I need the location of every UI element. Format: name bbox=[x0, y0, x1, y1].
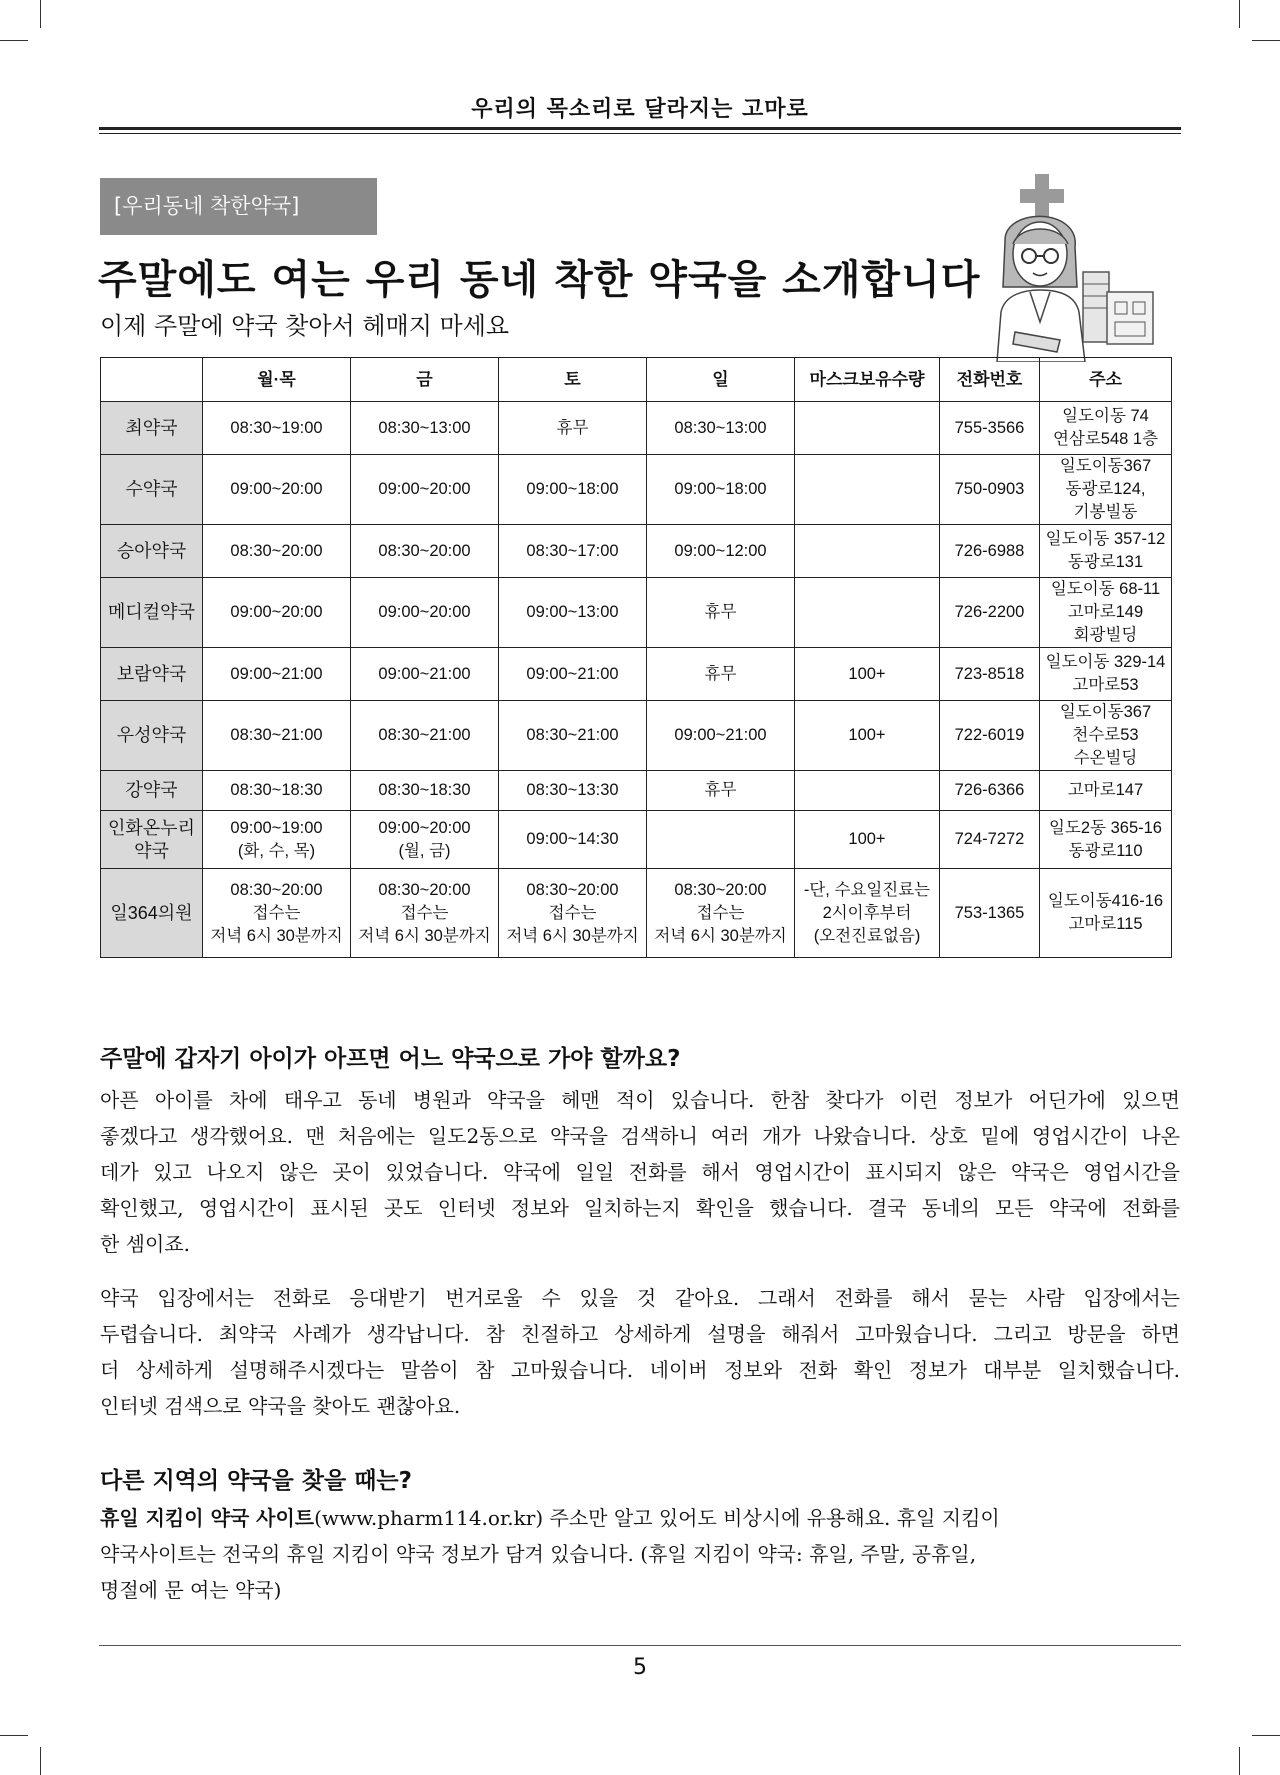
paragraph-line: 두렵습니다. 최약국 사례가 생각납니다. 참 친절하고 상세하게 설명을 해줘서 고마웠습니다. 그리고 방문을 하면 bbox=[100, 1322, 1180, 1346]
cell-line: 강약국 bbox=[125, 780, 178, 800]
cell-address bbox=[1040, 771, 1172, 811]
cell-address bbox=[1040, 701, 1172, 771]
header-rule bbox=[99, 127, 1181, 130]
cell-line: 일도이동 357-12 bbox=[1045, 530, 1166, 548]
crop-mark bbox=[40, 0, 41, 28]
paragraph-line: 확인했고, 영업시간이 표시된 곳도 인터넷 정보와 일치하는지 확인을 했습니다. 결국 동네의 모든 약국에 전화를 bbox=[100, 1196, 1180, 1220]
section2-line-3: 명절에 문 여는 약국) bbox=[100, 1578, 282, 1602]
cell-line: 100+ bbox=[848, 664, 886, 683]
cell-fri bbox=[351, 455, 499, 525]
cell-line: (월, 금) bbox=[398, 841, 451, 860]
cell-line: 고마로149 bbox=[1067, 603, 1144, 621]
cell-line: 저녁 6시 30분까지 bbox=[358, 926, 491, 945]
cell-line: 접수는 bbox=[696, 903, 745, 922]
header-rule-thin bbox=[99, 133, 1181, 134]
crop-mark bbox=[0, 1735, 28, 1736]
paragraph-line: 좋겠다고 생각했어요. 맨 처음에는 일도2동으로 약국을 검색하니 여러 개가 나왔습니다. 상호 밑에 영업시간이 나온 bbox=[100, 1124, 1180, 1148]
cell-line: 08:30~13:30 bbox=[526, 781, 619, 799]
cell-line: 08:30~18:30 bbox=[230, 781, 323, 799]
cell-name bbox=[101, 771, 203, 811]
cell-mon-thu bbox=[203, 869, 351, 958]
table-row bbox=[101, 869, 1172, 958]
cell-line: 접수는 bbox=[400, 903, 449, 922]
table-header-mask: 마스크보유수량 bbox=[795, 358, 940, 402]
cell-line: 수약국 bbox=[125, 479, 178, 499]
section-tag: [우리동네 착한약국] bbox=[100, 178, 377, 235]
cell-line: 08:30~20:00 bbox=[378, 880, 471, 899]
cell-mask bbox=[795, 869, 940, 958]
table-row bbox=[101, 455, 1172, 525]
table-header-fri: 금 bbox=[351, 358, 499, 402]
table-header-sun: 일 bbox=[647, 358, 795, 402]
cell-line: 09:00~18:00 bbox=[674, 480, 767, 498]
medical-cross-icon bbox=[1020, 174, 1064, 218]
pharmacist-illustration-icon bbox=[975, 172, 1175, 362]
cell-line: 인화온누리 bbox=[108, 817, 195, 838]
cell-mask bbox=[795, 525, 940, 578]
cell-mask bbox=[795, 648, 940, 701]
cell-line: 100+ bbox=[848, 830, 886, 848]
cell-fri bbox=[351, 811, 499, 869]
table-row bbox=[101, 525, 1172, 578]
cell-line: 연삼로548 1층 bbox=[1052, 430, 1159, 448]
cell-line: 08:30~13:00 bbox=[674, 418, 767, 437]
cell-line: 09:00~21:00 bbox=[526, 664, 619, 683]
cell-line: 09:00~20:00 bbox=[230, 480, 323, 498]
cell-name bbox=[101, 701, 203, 771]
pharmacy-site-name: 휴일 지킴이 약국 사이트 bbox=[100, 1506, 315, 1530]
table-header-sat: 토 bbox=[499, 358, 647, 402]
cell-fri bbox=[351, 525, 499, 578]
cell-sun bbox=[647, 811, 795, 869]
cell-line: 08:30~17:00 bbox=[526, 541, 619, 560]
cell-fri bbox=[351, 771, 499, 811]
cell-name bbox=[101, 525, 203, 578]
cell-line: 동광로110 bbox=[1068, 841, 1143, 860]
cell-name bbox=[101, 578, 203, 648]
cell-line: 저녁 6시 30분까지 bbox=[506, 926, 639, 945]
table-header-corner bbox=[101, 358, 203, 402]
cell-line: 접수는 bbox=[252, 903, 301, 922]
table-row bbox=[101, 701, 1172, 771]
cell-name bbox=[101, 402, 203, 455]
cell-line: 저녁 6시 30분까지 bbox=[210, 926, 343, 945]
subheadline: 이제 주말에 약국 찾아서 헤매지 마세요 bbox=[100, 312, 510, 340]
headline: 주말에도 여는 우리 동네 착한 약국을 소개합니다 bbox=[98, 257, 981, 303]
cell-line: 09:00~21:00 bbox=[674, 726, 767, 744]
cell-line: 09:00~20:00 bbox=[378, 480, 471, 498]
pharmacy-site-text: (www.pharm114.or.kr) 주소만 알고 있어도 비상시에 유용해요. 휴일 지킴이 bbox=[314, 1506, 1000, 1530]
cell-address bbox=[1040, 525, 1172, 578]
cell-phone: 755-3566 bbox=[940, 402, 1040, 455]
cell-line: 일도이동416-16 bbox=[1047, 892, 1164, 910]
page-number: 5 bbox=[633, 1655, 647, 1680]
cell-line: 일도이동 329-14 bbox=[1045, 653, 1166, 671]
table-header-address: 주소 bbox=[1040, 358, 1172, 402]
cell-mask bbox=[795, 701, 940, 771]
cell-phone: 726-2200 bbox=[940, 578, 1040, 648]
crop-mark bbox=[0, 40, 28, 41]
cell-fri bbox=[351, 648, 499, 701]
table-header-phone: 전화번호 bbox=[940, 358, 1040, 402]
cell-line: 09:00~14:30 bbox=[526, 830, 619, 848]
cell-line: 08:30~20:00 bbox=[230, 541, 323, 560]
cell-sat bbox=[499, 869, 647, 958]
cell-address bbox=[1040, 648, 1172, 701]
cell-sat bbox=[499, 525, 647, 578]
cell-phone: 726-6366 bbox=[940, 771, 1040, 811]
cell-line: 09:00~20:00 bbox=[230, 603, 323, 621]
cell-address bbox=[1040, 578, 1172, 648]
cell-line: 천수로53 bbox=[1072, 726, 1139, 744]
cell-line: 08:30~21:00 bbox=[378, 726, 471, 744]
cell-line: 09:00~20:00 bbox=[378, 818, 471, 837]
table-row bbox=[101, 648, 1172, 701]
cell-line: 08:30~20:00 bbox=[526, 880, 619, 899]
cell-mask bbox=[795, 578, 940, 648]
cell-sat bbox=[499, 701, 647, 771]
cell-line: 2시이후부터 bbox=[822, 903, 912, 922]
cell-mon-thu bbox=[203, 811, 351, 869]
cell-name bbox=[101, 869, 203, 958]
cell-phone: 750-0903 bbox=[940, 455, 1040, 525]
table-body bbox=[101, 402, 1172, 958]
cell-line: 수온빌딩 bbox=[1073, 749, 1138, 767]
section1-paragraph-2 bbox=[100, 1280, 1180, 1424]
cell-sun bbox=[647, 869, 795, 958]
cell-line: 회광빌딩 bbox=[1073, 626, 1138, 644]
table-row bbox=[101, 578, 1172, 648]
cell-line: 08:30~13:00 bbox=[378, 418, 471, 437]
cell-line: 보람약국 bbox=[116, 663, 187, 684]
cell-line: (화, 수, 목) bbox=[237, 841, 316, 860]
crop-mark bbox=[1239, 0, 1240, 28]
cell-phone: 723-8518 bbox=[940, 648, 1040, 701]
cell-name bbox=[101, 648, 203, 701]
cell-line: 09:00~20:00 bbox=[378, 603, 471, 621]
cell-line: 08:30~21:00 bbox=[230, 726, 323, 744]
cell-mask bbox=[795, 811, 940, 869]
cell-line: 09:00~21:00 bbox=[230, 664, 323, 683]
cell-fri bbox=[351, 578, 499, 648]
cell-line: 동광로131 bbox=[1067, 553, 1144, 571]
cell-line: 휴무 bbox=[556, 418, 589, 437]
cell-sun bbox=[647, 771, 795, 811]
cell-line: (오전진료없음) bbox=[813, 926, 921, 945]
cell-mon-thu bbox=[203, 455, 351, 525]
cell-fri bbox=[351, 869, 499, 958]
cell-line: 08:30~20:00 bbox=[230, 880, 323, 899]
table-header-mon-thu: 월·목 bbox=[203, 358, 351, 402]
paragraph-line: 약국 입장에서는 전화로 응대받기 번거로울 수 있을 것 같아요. 그래서 전화를 해서 묻는 사람 입장에서는 bbox=[100, 1286, 1180, 1310]
cell-line: 일364의원 bbox=[110, 902, 193, 923]
cell-line: 08:30~21:00 bbox=[526, 726, 619, 744]
cell-mask bbox=[795, 455, 940, 525]
cell-sun bbox=[647, 578, 795, 648]
cell-line: 접수는 bbox=[548, 903, 597, 922]
table-row bbox=[101, 771, 1172, 811]
cell-line: 09:00~21:00 bbox=[378, 664, 471, 683]
cell-mon-thu bbox=[203, 525, 351, 578]
table-row bbox=[101, 811, 1172, 869]
cell-sat bbox=[499, 648, 647, 701]
cell-line: 08:30~20:00 bbox=[378, 541, 471, 560]
cell-mon-thu bbox=[203, 402, 351, 455]
cell-line: 저녁 6시 30분까지 bbox=[654, 926, 787, 945]
cell-sun bbox=[647, 525, 795, 578]
cell-line: 09:00~13:00 bbox=[526, 603, 619, 621]
cell-line: 09:00~19:00 bbox=[230, 818, 323, 837]
cell-sat bbox=[499, 578, 647, 648]
cell-address bbox=[1040, 869, 1172, 958]
crop-mark bbox=[1252, 40, 1280, 41]
paragraph-line: 인터넷 검색으로 약국을 찾아도 괜찮아요. bbox=[100, 1394, 461, 1418]
cell-fri bbox=[351, 402, 499, 455]
footer-rule bbox=[99, 1645, 1181, 1646]
table-row bbox=[101, 402, 1172, 455]
cell-line: 휴무 bbox=[704, 781, 737, 799]
cell-line: 약국 bbox=[134, 840, 169, 861]
paragraph-line: 데가 있고 나오지 않은 곳이 있었습니다. 약국에 일일 전화를 해서 영업시간이 표시되지 않은 약국은 영업시간을 bbox=[100, 1160, 1180, 1184]
cell-fri bbox=[351, 701, 499, 771]
cell-line: 일도이동 68-11 bbox=[1050, 580, 1161, 598]
cell-line: 일도2동 365-16 bbox=[1049, 818, 1162, 837]
cell-name bbox=[101, 455, 203, 525]
cell-line: 08:30~18:30 bbox=[378, 781, 471, 799]
pharmacy-hours-table bbox=[100, 357, 1172, 958]
cell-line: 고마로115 bbox=[1068, 915, 1143, 933]
cell-line: 고마로53 bbox=[1072, 676, 1139, 694]
section2-line-2: 약국사이트는 전국의 휴일 지킴이 약국 정보가 담겨 있습니다. (휴일 지킴이 약국: 휴일, 주말, 공휴일, bbox=[100, 1542, 977, 1566]
cell-line: 승아약국 bbox=[116, 540, 187, 561]
cell-address bbox=[1040, 811, 1172, 869]
cell-name bbox=[101, 811, 203, 869]
cell-phone: 722-6019 bbox=[940, 701, 1040, 771]
section1-title: 주말에 갑자기 아이가 아프면 어느 약국으로 가야 할까요? bbox=[100, 1046, 681, 1072]
cell-mask bbox=[795, 402, 940, 455]
section1-paragraph-1 bbox=[100, 1082, 1180, 1262]
cell-line: 휴무 bbox=[704, 603, 737, 621]
section2-title: 다른 지역의 약국을 찾을 때는? bbox=[100, 1468, 412, 1494]
cell-address bbox=[1040, 455, 1172, 525]
cell-line: 09:00~18:00 bbox=[526, 480, 619, 498]
cell-line: 휴무 bbox=[704, 664, 737, 683]
cell-address bbox=[1040, 402, 1172, 455]
table-header-row bbox=[101, 358, 1172, 402]
cell-line: 기봉빌동 bbox=[1073, 503, 1138, 521]
cell-sun bbox=[647, 701, 795, 771]
crop-mark bbox=[1239, 1747, 1240, 1775]
cell-mon-thu bbox=[203, 771, 351, 811]
cell-line: 08:30~20:00 bbox=[674, 880, 767, 899]
cell-line: 일도이동 74 bbox=[1062, 407, 1149, 425]
paragraph-line: 더 상세하게 설명해주시겠다는 말씀이 참 고마웠습니다. 네이버 정보와 전화 확인 정보가 대부분 일치했습니다. bbox=[100, 1358, 1180, 1382]
cell-line: 메디컬약국 bbox=[108, 602, 195, 622]
paragraph-line: 아픈 아이를 차에 태우고 동네 병원과 약국을 헤맨 적이 있습니다. 한참 찾다가 이런 정보가 어딘가에 있으면 bbox=[100, 1088, 1180, 1112]
cell-line: 우성약국 bbox=[116, 725, 187, 745]
cell-sat bbox=[499, 771, 647, 811]
paragraph-line: 한 셈이죠. bbox=[100, 1232, 190, 1256]
cell-mask bbox=[795, 771, 940, 811]
cell-line: 일도이동367 bbox=[1059, 457, 1152, 475]
section2-line-1 bbox=[100, 1500, 1100, 1536]
cell-sun bbox=[647, 648, 795, 701]
cell-sat bbox=[499, 402, 647, 455]
cell-phone: 724-7272 bbox=[940, 811, 1040, 869]
crop-mark bbox=[40, 1747, 41, 1775]
cell-line: 09:00~12:00 bbox=[674, 541, 767, 560]
cell-sun bbox=[647, 455, 795, 525]
cell-phone: 726-6988 bbox=[940, 525, 1040, 578]
cell-line: 100+ bbox=[848, 726, 886, 744]
cell-line: 동광로124, bbox=[1065, 480, 1146, 498]
cell-sat bbox=[499, 811, 647, 869]
cell-line: 고마로147 bbox=[1067, 781, 1144, 799]
cell-sun bbox=[647, 402, 795, 455]
section2-paragraph bbox=[100, 1500, 1100, 1608]
running-header-title: 우리의 목소리로 달라지는 고마로 bbox=[471, 97, 809, 122]
cell-mon-thu bbox=[203, 648, 351, 701]
cell-line: 최약국 bbox=[125, 417, 178, 438]
cell-line: 08:30~19:00 bbox=[230, 418, 323, 437]
crop-mark bbox=[1252, 1735, 1280, 1736]
cell-phone: 753-1365 bbox=[940, 869, 1040, 958]
cell-mon-thu bbox=[203, 578, 351, 648]
cell-sat bbox=[499, 455, 647, 525]
cell-mon-thu bbox=[203, 701, 351, 771]
cell-line: 일도이동367 bbox=[1059, 703, 1152, 721]
cell-line: -단, 수요일진료는 bbox=[803, 880, 931, 899]
